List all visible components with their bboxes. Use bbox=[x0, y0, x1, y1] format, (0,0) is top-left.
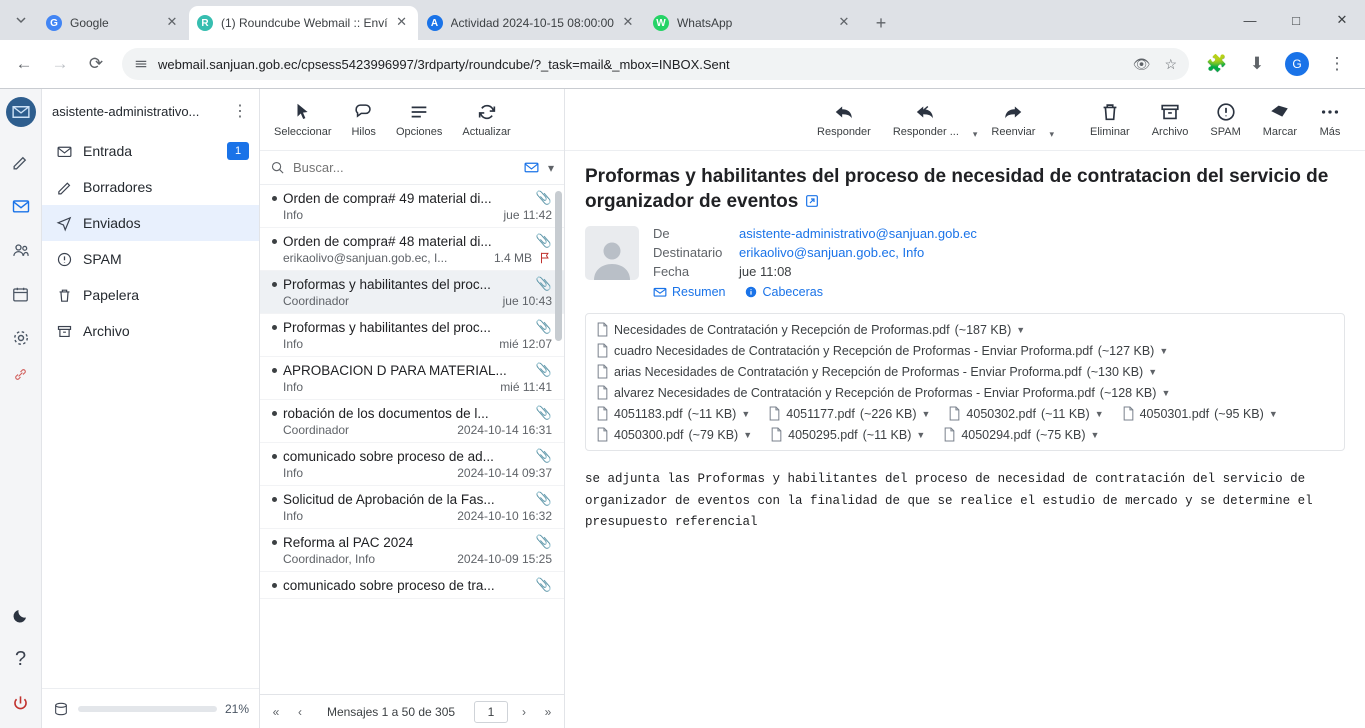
close-icon[interactable]: ✕ bbox=[838, 14, 850, 29]
attachment-size: (~130 KB) bbox=[1086, 364, 1144, 379]
reply-button[interactable] bbox=[809, 101, 879, 138]
chevron-down-icon[interactable]: ▼ bbox=[1159, 345, 1169, 356]
attachment-icon: 📎 bbox=[535, 577, 552, 592]
pdf-file-icon bbox=[768, 406, 781, 421]
message-header bbox=[585, 226, 1345, 299]
message-row-6[interactable] bbox=[260, 443, 564, 486]
chevron-down-icon[interactable]: ▼ bbox=[1094, 408, 1104, 419]
folder-label: Entrada bbox=[83, 143, 133, 159]
message-subject: comunicado sobre proceso de ad... bbox=[283, 448, 494, 464]
attachment-size: (~127 KB) bbox=[1097, 343, 1155, 358]
folder-label: Papelera bbox=[83, 287, 140, 303]
folder-label: Borradores bbox=[83, 179, 153, 195]
attachment-item[interactable] bbox=[596, 343, 1168, 358]
tab-favicon: A bbox=[427, 15, 443, 31]
message-row-3[interactable] bbox=[260, 314, 564, 357]
taskbar-item-help[interactable]: ? bbox=[14, 647, 27, 670]
pdf-file-icon bbox=[596, 427, 609, 442]
forward-label: Reenviar bbox=[991, 126, 1036, 138]
message-date: 2024-10-14 16:31 bbox=[457, 423, 552, 437]
message-row-2[interactable] bbox=[260, 271, 564, 314]
attachment-item[interactable] bbox=[596, 385, 1170, 400]
app-taskbar bbox=[0, 89, 42, 728]
tab-search-chevron-icon[interactable] bbox=[4, 0, 38, 40]
options-icon bbox=[408, 101, 430, 123]
archive-icon bbox=[1159, 101, 1181, 123]
first-page-button[interactable]: « bbox=[272, 704, 280, 719]
message-subject: Proformas y habilitantes del proc... bbox=[283, 276, 491, 292]
chevron-down-icon[interactable]: ▼ bbox=[1090, 429, 1100, 440]
unread-dot bbox=[272, 368, 277, 373]
field-value[interactable]: erikaolivo@sanjuan.gob.ec, Info bbox=[739, 245, 925, 261]
chevron-down-icon[interactable]: ▼ bbox=[1268, 408, 1278, 419]
message-from: Info bbox=[283, 466, 304, 480]
window-controls bbox=[1227, 0, 1365, 40]
pencil-icon bbox=[56, 179, 73, 196]
tab-title: Google bbox=[70, 16, 109, 30]
folder-item-entrada[interactable] bbox=[42, 133, 259, 169]
field-label: Fecha bbox=[653, 264, 690, 280]
message-from: Info bbox=[283, 208, 304, 222]
attachment-item[interactable] bbox=[596, 322, 1025, 337]
tab-strip bbox=[0, 0, 1365, 40]
attachment-size: (~226 KB) bbox=[859, 406, 917, 421]
account-header bbox=[42, 89, 259, 133]
forward-button[interactable] bbox=[983, 101, 1043, 138]
message-from: erikaolivo@sanjuan.gob.ec, I... bbox=[283, 251, 448, 265]
refresh-button[interactable] bbox=[462, 101, 510, 138]
unread-dot bbox=[272, 325, 277, 330]
close-icon[interactable]: ✕ bbox=[622, 14, 634, 29]
chevron-down-icon[interactable]: ▼ bbox=[921, 408, 931, 419]
message-rows bbox=[260, 185, 564, 694]
taskbar-item-settings[interactable] bbox=[4, 319, 38, 357]
attachment-row-5 bbox=[596, 427, 1334, 442]
browser-tab-3[interactable] bbox=[645, 6, 860, 40]
search-scope-envelope-icon[interactable] bbox=[523, 159, 540, 176]
attachment-size: (~79 KB) bbox=[688, 427, 739, 442]
attachment-row-0 bbox=[596, 322, 1334, 337]
options-button[interactable] bbox=[396, 101, 442, 138]
omnibox-icons bbox=[1133, 56, 1177, 73]
folder-item-papelera[interactable] bbox=[42, 277, 259, 313]
field-to bbox=[653, 245, 1345, 260]
message-subject: APROBACION D PARA MATERIAL... bbox=[283, 362, 507, 378]
headers-label: Cabeceras bbox=[762, 285, 823, 300]
refresh-label: Actualizar bbox=[462, 126, 511, 138]
reload-button[interactable]: ⟳ bbox=[88, 54, 104, 73]
next-page-button[interactable]: › bbox=[522, 704, 526, 719]
pdf-file-icon bbox=[1122, 406, 1135, 421]
field-value: jue 11:08 bbox=[739, 264, 792, 280]
message-body-text: se adjunta las Proformas y habilitantes del proceso de necesidad de contratación del servicio de organizador de eventos con la finalidad de que se realice el estudio de mercado y se determine el presupuesto referencial bbox=[585, 472, 1313, 529]
message-subject: Proformas y habilitantes del proc... bbox=[283, 319, 491, 335]
search-row bbox=[260, 151, 564, 185]
message-from: Info bbox=[283, 509, 304, 523]
message-row-9[interactable] bbox=[260, 572, 564, 599]
taskbar-item-contacts[interactable] bbox=[4, 231, 38, 269]
spam-icon bbox=[1215, 101, 1237, 123]
scrollbar-thumb[interactable] bbox=[555, 191, 562, 341]
search-input[interactable] bbox=[293, 160, 515, 175]
browser-tab-0[interactable] bbox=[38, 6, 188, 40]
pdf-file-icon bbox=[596, 406, 609, 421]
attachment-icon: 📎 bbox=[535, 319, 552, 334]
attachment-icon: 📎 bbox=[535, 405, 552, 420]
forward-icon bbox=[1001, 101, 1025, 123]
attachment-row-3 bbox=[596, 385, 1334, 400]
avatar bbox=[585, 226, 639, 280]
message-subject: comunicado sobre proceso de tra... bbox=[283, 577, 495, 593]
attachment-icon: 📎 bbox=[535, 491, 552, 506]
spam-button[interactable] bbox=[1202, 101, 1248, 138]
message-from: Info bbox=[283, 380, 304, 394]
page-number-input[interactable] bbox=[474, 701, 508, 723]
message-subject: robación de los documentos de l... bbox=[283, 405, 489, 421]
folder-label: Enviados bbox=[83, 215, 141, 231]
quota-progress bbox=[78, 706, 217, 712]
unread-badge: 1 bbox=[227, 142, 249, 160]
message-date: 2024-10-10 16:32 bbox=[457, 509, 552, 523]
reply-label: Responder bbox=[817, 126, 871, 138]
message-from: Coordinador, Info bbox=[283, 552, 376, 566]
field-from bbox=[653, 226, 1345, 241]
taskbar-item-link[interactable] bbox=[4, 363, 38, 385]
roundcube-app bbox=[0, 88, 1365, 728]
browser-toolbar bbox=[0, 40, 1365, 88]
message-from: Coordinador bbox=[283, 423, 350, 437]
browser-tab-2[interactable] bbox=[419, 6, 644, 40]
account-menu-icon[interactable]: ⋮ bbox=[232, 103, 248, 120]
new-tab-button[interactable]: + bbox=[875, 12, 887, 33]
taskbar-item-calendar[interactable] bbox=[4, 275, 38, 313]
reply-all-button[interactable] bbox=[885, 101, 967, 138]
summary-label: Resumen bbox=[672, 285, 726, 300]
archive-icon bbox=[56, 323, 73, 340]
reading-pane bbox=[565, 89, 1365, 728]
roundcube-logo-icon bbox=[6, 97, 36, 127]
database-icon bbox=[52, 701, 70, 717]
window-close-button[interactable]: ✕ bbox=[1336, 12, 1348, 27]
attachment-icon: 📎 bbox=[535, 362, 552, 377]
attachment-name: 4051183.pdf bbox=[614, 406, 683, 421]
message-subject: Orden de compra# 49 material di... bbox=[283, 190, 492, 206]
cursor-icon bbox=[292, 101, 314, 123]
chevron-down-icon[interactable]: ▼ bbox=[741, 408, 751, 419]
taskbar-item-mail[interactable] bbox=[4, 187, 38, 225]
attachment-row-4 bbox=[596, 406, 1334, 421]
attachment-size: (~95 KB) bbox=[1214, 406, 1264, 421]
attachment-item[interactable] bbox=[596, 427, 752, 442]
taskbar-item-compose[interactable] bbox=[4, 143, 38, 181]
mark-label: Marcar bbox=[1262, 126, 1297, 138]
attachment-name: 4050300.pdf bbox=[614, 427, 684, 442]
minimize-button[interactable]: — bbox=[1243, 12, 1257, 28]
spam-label: SPAM bbox=[1210, 126, 1241, 138]
forward-button[interactable]: → bbox=[51, 54, 69, 73]
folder-item-borradores[interactable] bbox=[42, 169, 259, 205]
chevron-down-icon[interactable]: ▾ bbox=[547, 160, 554, 175]
reply-all-caret-icon[interactable]: ▾ bbox=[972, 129, 978, 139]
unread-dot bbox=[272, 583, 277, 588]
bookmark-star-icon[interactable]: ☆ bbox=[1164, 55, 1177, 72]
message-list-scrollbar[interactable] bbox=[555, 185, 562, 694]
message-date: 2024-10-14 09:37 bbox=[457, 466, 552, 480]
attachment-item[interactable] bbox=[596, 406, 750, 421]
reply-all-label: Responder ... bbox=[892, 126, 959, 138]
delete-label: Eliminar bbox=[1089, 126, 1130, 138]
attachment-size: (~11 KB) bbox=[1040, 406, 1090, 421]
unread-dot bbox=[272, 196, 277, 201]
attachment-size: (~128 KB) bbox=[1099, 385, 1157, 400]
more-button[interactable] bbox=[1311, 101, 1349, 138]
tab-favicon: W bbox=[653, 15, 669, 31]
list-toolbar bbox=[260, 89, 564, 151]
flag-icon[interactable] bbox=[538, 251, 552, 265]
attachment-row-2 bbox=[596, 364, 1334, 379]
attachment-size: (~187 KB) bbox=[954, 322, 1012, 337]
extensions-icon[interactable]: 🧩 bbox=[1206, 54, 1228, 73]
delete-button[interactable] bbox=[1082, 101, 1138, 138]
message-from: Coordinador bbox=[283, 294, 350, 308]
pdf-file-icon bbox=[948, 406, 961, 421]
more-icon bbox=[1319, 101, 1341, 123]
message-row-1[interactable] bbox=[260, 228, 564, 271]
refresh-icon bbox=[476, 101, 498, 123]
attachment-name: cuadro Necesidades de Contratación y Recepción de Proformas - Enviar Proforma.pdf bbox=[614, 343, 1093, 358]
profile-button[interactable] bbox=[1281, 48, 1313, 80]
message-subject: Orden de compra# 48 material di... bbox=[283, 233, 492, 249]
unread-dot bbox=[272, 497, 277, 502]
field-label: Destinatario bbox=[653, 245, 723, 261]
attachment-item[interactable] bbox=[1122, 406, 1278, 421]
archive-label: Archivo bbox=[1151, 126, 1189, 138]
message-row-5[interactable] bbox=[260, 400, 564, 443]
attachment-icon: 📎 bbox=[535, 534, 552, 549]
message-date: mié 11:41 bbox=[500, 380, 552, 394]
account-name: asistente-administrativo... bbox=[52, 103, 200, 119]
message-fields bbox=[653, 226, 1345, 299]
attachment-name: 4051177.pdf bbox=[786, 406, 855, 421]
field-date bbox=[653, 264, 1345, 279]
threads-button[interactable] bbox=[351, 101, 375, 138]
quota-bar-area bbox=[42, 688, 259, 728]
close-icon[interactable]: ✕ bbox=[166, 14, 178, 29]
tag-icon bbox=[1268, 101, 1291, 123]
attachment-size: (~11 KB) bbox=[862, 427, 912, 442]
attachment-size: (~11 KB) bbox=[687, 406, 737, 421]
attachment-list bbox=[585, 313, 1345, 451]
prev-page-button[interactable]: ‹ bbox=[298, 704, 302, 719]
message-subject-heading bbox=[585, 165, 1345, 214]
attachment-name: alvarez Necesidades de Contratación y Recepción de Proformas - Enviar Proforma.pdf bbox=[614, 385, 1095, 400]
taskbar-item-dark-mode[interactable] bbox=[4, 596, 38, 634]
open-in-new-icon[interactable] bbox=[804, 194, 820, 211]
attachment-name: 4050302.pdf bbox=[966, 406, 1036, 421]
options-label: Opciones bbox=[395, 126, 443, 138]
message-row-7[interactable] bbox=[260, 486, 564, 529]
trash-icon bbox=[56, 287, 73, 304]
message-date: mié 12:07 bbox=[499, 337, 552, 351]
attachment-name: 4050295.pdf bbox=[788, 427, 858, 442]
message-date: jue 11:42 bbox=[503, 208, 552, 222]
message-subject: Reforma al PAC 2024 bbox=[283, 534, 414, 550]
tab-title: WhatsApp bbox=[676, 16, 733, 30]
more-label: Más bbox=[1319, 126, 1341, 138]
message-toolbar bbox=[565, 89, 1365, 151]
chevron-down-icon[interactable]: ▼ bbox=[1148, 366, 1158, 377]
reply-all-icon bbox=[914, 101, 938, 123]
list-footer bbox=[260, 694, 564, 728]
tab-favicon: R bbox=[197, 15, 213, 31]
forward-caret-icon[interactable]: ▾ bbox=[1049, 129, 1054, 139]
quota-percent: 21% bbox=[224, 701, 249, 716]
attachment-name: 4050294.pdf bbox=[961, 427, 1031, 442]
envelope-icon bbox=[653, 285, 667, 299]
downloads-icon[interactable]: ⬇ bbox=[1249, 54, 1265, 73]
folder-label: SPAM bbox=[83, 251, 122, 267]
sent-icon bbox=[56, 215, 73, 232]
subject-text: Proformas y habilitantes del proceso de necesidad de contratacion del servicio de organizador de eventos bbox=[585, 166, 1329, 212]
last-page-button[interactable]: » bbox=[544, 704, 552, 719]
address-bar[interactable] bbox=[122, 48, 1189, 80]
summary-link[interactable] bbox=[653, 285, 726, 299]
attachment-icon: 📎 bbox=[535, 233, 552, 248]
search-icon bbox=[270, 160, 285, 175]
message-row-8[interactable] bbox=[260, 529, 564, 572]
close-icon[interactable]: ✕ bbox=[396, 14, 407, 29]
eye-icon[interactable]: 👁 bbox=[1132, 55, 1151, 72]
folder-item-spam[interactable] bbox=[42, 241, 259, 277]
folder-item-enviados[interactable] bbox=[42, 205, 259, 241]
maximize-button[interactable]: □ bbox=[1292, 12, 1300, 28]
folder-item-archivo[interactable] bbox=[42, 313, 259, 349]
attachment-item[interactable] bbox=[596, 364, 1157, 379]
headers-link[interactable] bbox=[744, 285, 823, 299]
pdf-file-icon bbox=[596, 343, 609, 358]
threads-icon bbox=[353, 101, 375, 123]
list-status: Mensajes 1 a 50 de 305 bbox=[326, 704, 456, 719]
message-from: Info bbox=[283, 337, 304, 351]
attachment-row-1 bbox=[596, 343, 1334, 358]
attachment-icon: 📎 bbox=[535, 276, 552, 291]
attachment-item[interactable] bbox=[948, 406, 1103, 421]
attachment-icon: 📎 bbox=[535, 190, 552, 205]
folder-label: Archivo bbox=[83, 323, 130, 339]
site-info-icon[interactable] bbox=[134, 57, 148, 71]
select-label: Seleccionar bbox=[274, 126, 332, 138]
attachment-item[interactable] bbox=[943, 427, 1099, 442]
mark-button[interactable] bbox=[1255, 101, 1305, 138]
chevron-down-icon[interactable]: ▼ bbox=[1016, 324, 1026, 335]
tab-title: (1) Roundcube Webmail :: Enví bbox=[221, 16, 388, 30]
chevron-down-icon[interactable]: ▼ bbox=[1161, 387, 1171, 398]
reply-icon bbox=[832, 101, 856, 123]
attachment-icon: 📎 bbox=[535, 448, 552, 463]
tab-title: Actividad 2024-10-15 08:00:00 bbox=[450, 16, 614, 30]
message-date: jue 10:43 bbox=[502, 294, 552, 308]
attachment-item[interactable] bbox=[768, 406, 930, 421]
unread-dot bbox=[272, 411, 277, 416]
info-icon bbox=[744, 285, 758, 299]
spam-icon bbox=[56, 251, 73, 268]
pdf-file-icon bbox=[596, 364, 609, 379]
attachment-item[interactable] bbox=[770, 427, 925, 442]
select-button[interactable] bbox=[274, 101, 331, 138]
taskbar-item-logout[interactable] bbox=[4, 684, 38, 722]
field-label: De bbox=[653, 226, 670, 242]
attachment-size: (~75 KB) bbox=[1035, 427, 1086, 442]
back-button[interactable]: ← bbox=[15, 54, 33, 73]
threads-label: Hilos bbox=[351, 126, 376, 138]
folder-panel bbox=[42, 89, 260, 728]
message-body-area bbox=[565, 151, 1365, 728]
pdf-file-icon bbox=[943, 427, 956, 442]
pdf-file-icon bbox=[770, 427, 783, 442]
message-size: 1.4 MB bbox=[493, 251, 532, 265]
toolbar-right bbox=[1195, 48, 1357, 80]
url-text: webmail.sanjuan.gob.ec/cpsess5423996997/3rdparty/roundcube/?_task=mail&_mbox=INBOX.Sent bbox=[158, 56, 730, 72]
pdf-file-icon bbox=[596, 322, 609, 337]
pdf-file-icon bbox=[596, 385, 609, 400]
message-row-4[interactable] bbox=[260, 357, 564, 400]
message-links bbox=[653, 285, 1345, 299]
unread-dot bbox=[272, 282, 277, 287]
browser-tab-1[interactable] bbox=[189, 6, 418, 40]
tab-favicon: G bbox=[46, 15, 62, 31]
attachment-name: arias Necesidades de Contratación y Recepción de Proformas - Enviar Proforma.pdf bbox=[614, 364, 1082, 379]
chevron-down-icon[interactable]: ▼ bbox=[743, 429, 753, 440]
chevron-down-icon[interactable]: ▼ bbox=[916, 429, 926, 440]
unread-dot bbox=[272, 454, 277, 459]
trash-icon bbox=[1099, 101, 1121, 123]
attachment-name: Necesidades de Contratación y Recepción de Proformas.pdf bbox=[614, 322, 950, 337]
archive-button[interactable] bbox=[1144, 101, 1197, 138]
field-value[interactable]: asistente-administrativo@sanjuan.gob.ec bbox=[739, 226, 977, 242]
message-subject: Solicitud de Aprobación de la Fas... bbox=[283, 491, 495, 507]
message-row-0[interactable] bbox=[260, 185, 564, 228]
inbox-icon bbox=[56, 143, 73, 160]
message-list-panel bbox=[260, 89, 565, 728]
unread-dot bbox=[272, 239, 277, 244]
browser-menu-icon[interactable]: ⋮ bbox=[1328, 54, 1346, 73]
unread-dot bbox=[272, 540, 277, 545]
avatar: G bbox=[1285, 52, 1309, 76]
attachment-name: 4050301.pdf bbox=[1139, 406, 1210, 421]
message-date: 2024-10-09 15:25 bbox=[457, 552, 552, 566]
